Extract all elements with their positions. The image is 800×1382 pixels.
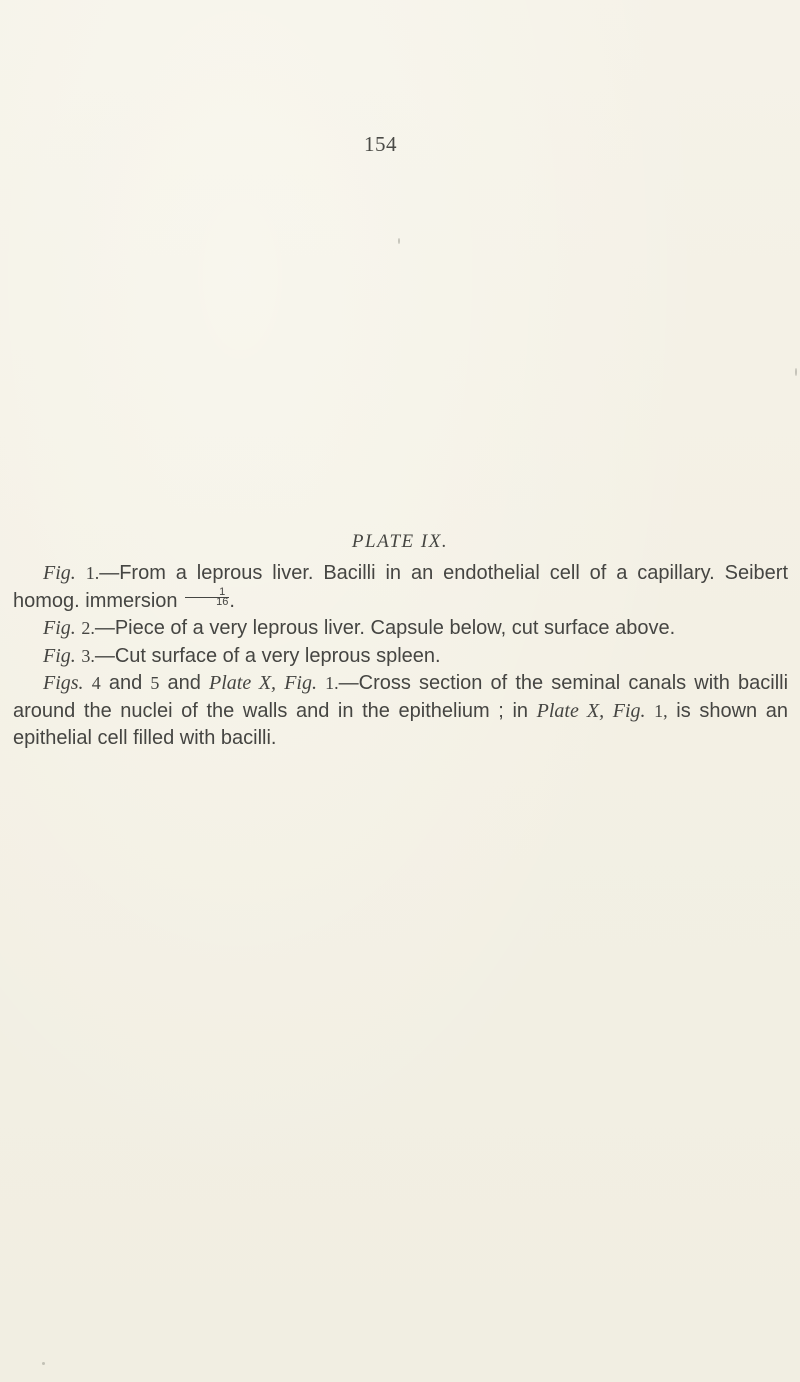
fig-number: 5: [150, 673, 160, 693]
fig-label: Fig.: [43, 562, 76, 584]
plate-reference: Plate X,: [536, 699, 605, 722]
fig-reference-number: 1,: [654, 700, 668, 721]
plate-title: PLATE IX.: [351, 531, 449, 552]
caption-text: —Piece of a very leprous liver. Capsule below, cut surface above.: [94, 617, 676, 639]
page-number: 154: [364, 132, 397, 156]
fraction-numerator: 1: [185, 588, 229, 598]
caption-text: —Cut surface of a very leprous spleen.: [94, 644, 441, 667]
fraction-denominator: 16: [216, 595, 229, 608]
fig-label: Fig.: [43, 644, 76, 667]
magnification-fraction: [185, 585, 229, 608]
fig-label: Fig.: [43, 617, 76, 639]
fig-reference: Fig.: [284, 672, 317, 694]
paper-speck: [42, 1362, 45, 1365]
caption-figs-4-5: [13, 670, 788, 753]
fig-number: 2.: [81, 618, 95, 638]
caption-text: —Cross section of the seminal canals with bacilli around the nuclei of the walls and in the epithelium ; in: [13, 672, 789, 722]
caption-text: —From a leprous liver. Bacilli in an endothelial cell of a capillary. Seibert homog. immersion: [13, 562, 789, 612]
fig-number: 3.: [81, 645, 95, 666]
fig-reference: Fig.: [612, 699, 646, 722]
caption-text: and: [100, 672, 151, 694]
caption-fig-1: [13, 560, 788, 615]
fig-number: 4: [91, 673, 101, 693]
fig-reference-number: 1.: [325, 673, 339, 693]
caption-text: and: [159, 672, 210, 694]
fig-number: 1.: [85, 563, 100, 583]
paper-speck: [795, 368, 797, 376]
figs-label: Figs.: [43, 672, 84, 694]
caption-end: .: [229, 589, 235, 612]
caption-fig-3: [13, 643, 788, 671]
plate-reference: Plate X,: [209, 672, 277, 694]
caption-text: is shown an epithelial cell filled with bacilli.: [13, 699, 788, 749]
paper-speck: [398, 238, 400, 244]
figure-captions: [13, 560, 788, 753]
caption-fig-2: [13, 615, 788, 643]
